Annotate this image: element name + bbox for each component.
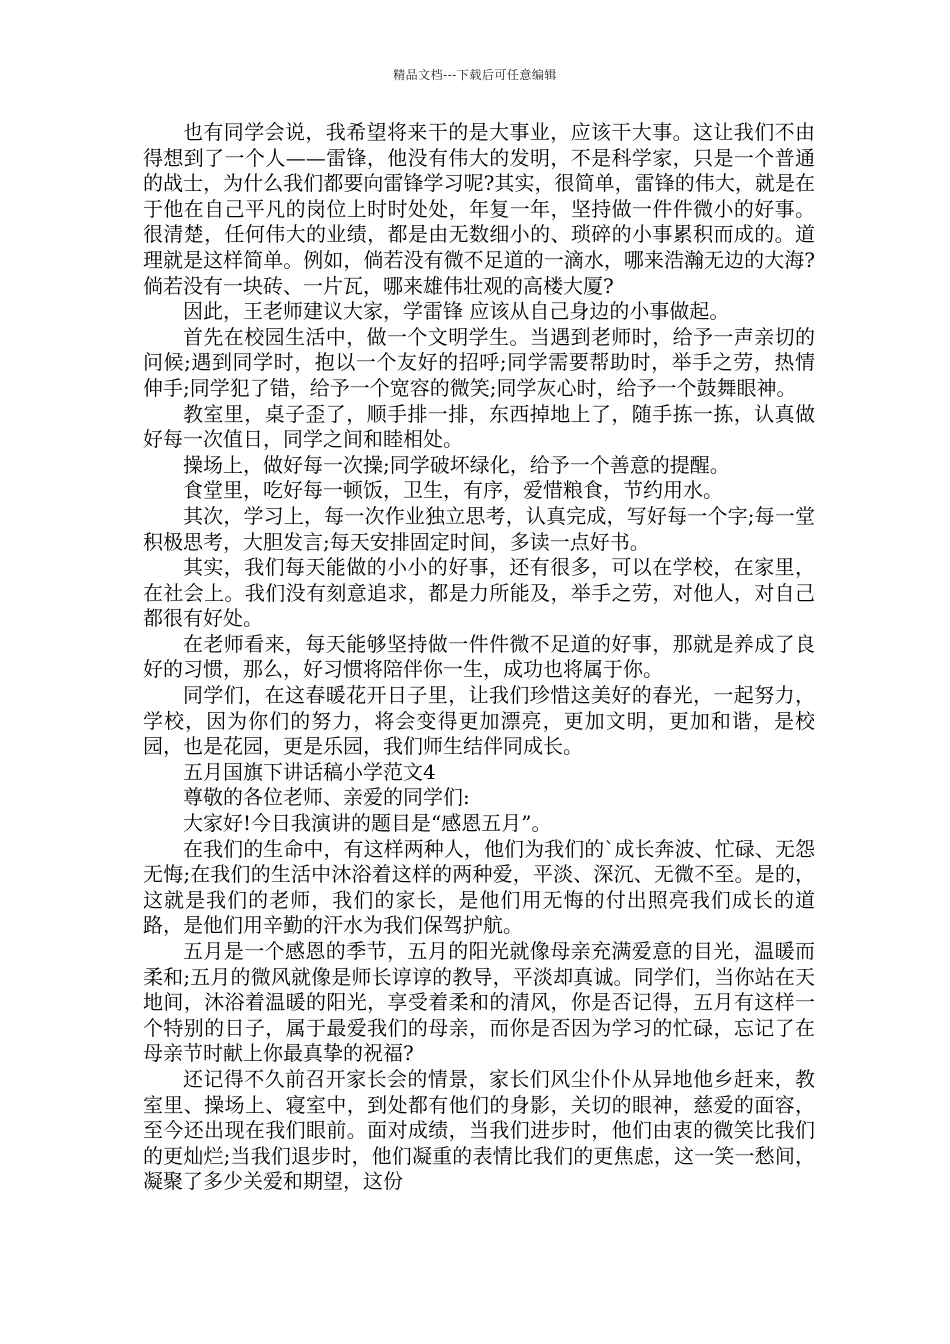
salutation: 尊敬的各位老师、亲爱的同学们: xyxy=(183,785,470,810)
document-body xyxy=(143,120,815,1195)
paragraph: 教室里，桌子歪了，顺手排一排，东西掉地上了，随手拣一拣，认真做好每一次值日，同学之间和睦相处。 xyxy=(143,401,815,452)
paragraph: 也有同学会说，我希望将来干的是大事业，应该干大事。这让我们不由得想到了一个人——雷锋，他没有伟大的发明，不是科学家，只是一个普通的战士，为什么我们都要向雷锋学习呢?其实，很简单，雷锋的伟大，就是在于他在自己平凡的岗位上时时处处，年复一年，坚持做一件件微小的好事。很清楚，任何伟大的业绩，都是由无数细小的、琐碎的小事累积而成的。道理就是这样简单。例如，倘若没有微不足道的一滴水，哪来浩瀚无边的大海?倘若没有一块砖、一片瓦，哪来雄伟壮观的高楼大厦? xyxy=(143,120,815,298)
paragraph: 食堂里，吃好每一顿饭，卫生，有序，爱惜粮食，节约用水。 xyxy=(183,478,723,503)
paragraph: 操场上，做好每一次操;同学破坏绿化，给予一个善意的提醒。 xyxy=(183,452,730,477)
paragraph: 大家好!今日我演讲的题目是“感恩五月”。 xyxy=(183,811,552,836)
paragraph: 其次，学习上，每一次作业独立思考，认真完成，写好每一个字;每一堂积极思考，大胆发言;每天安排固定时间，多读一点好书。 xyxy=(143,503,815,554)
paragraph: 还记得不久前召开家长会的情景，家长们风尘仆仆从异地他乡赶来，教室里、操场上、寝室中，到处都有他们的身影，关切的眼神，慈爱的面容，至今还出现在我们眼前。面对成绩，当我们进步时，他们由衷的微笑比我们的更灿烂;当我们退步时，他们凝重的表情比我们的更焦虑，这一笑一愁间，凝聚了多少关爱和期望，这份 xyxy=(143,1066,815,1194)
paragraph: 在老师看来，每天能够坚持做一件件微不足道的好事，那就是养成了良好的习惯，那么，好习惯将陪伴你一生，成功也将属于你。 xyxy=(143,631,815,682)
paragraph: 同学们，在这春暖花开日子里，让我们珍惜这美好的春光，一起努力，学校，因为你们的努力，将会变得更加漂亮，更加文明，更加和谐，是校园，也是花园，更是乐园，我们师生结伴同成长。 xyxy=(143,683,815,759)
paragraph: 五月是一个感恩的季节，五月的阳光就像母亲充满爱意的目光，温暖而柔和;五月的微风就像是师长谆谆的教导，平淡却真诚。同学们，当你站在天地间，沐浴着温暖的阳光，享受着柔和的清风，你是否记得，五月有这样一个特别的日子，属于最爱我们的母亲，而你是否因为学习的忙碌，忘记了在母亲节时献上你最真挚的祝福? xyxy=(143,939,815,1066)
paragraph: 其实，我们每天能做的小小的好事，还有很多，可以在学校，在家里，在社会上。我们没有刻意追求，都是力所能及，举手之劳，对他人，对自己都很有好处。 xyxy=(143,555,815,631)
paragraph: 首先在校园生活中，做一个文明学生。当遇到老师时，给予一声亲切的问候;遇到同学时，抱以一个友好的招呼;同学需要帮助时，举手之劳，热情伸手;同学犯了错，给予一个宽容的微笑;同学灰心时，给予一个鼓舞眼神。 xyxy=(143,324,815,400)
section-title: 五月国旗下讲话稿小学范文4 xyxy=(183,759,436,784)
page-header: 精品文档---下载后可任意编辑 xyxy=(393,68,557,82)
paragraph: 因此，王老师建议大家，学雷锋 应该从自己身边的小事做起。 xyxy=(183,299,730,324)
paragraph: 在我们的生命中，有这样两种人，他们为我们的`成长奔波、忙碌、无怨无悔;在我们的生活中沐浴着这样的两种爱，平淡、深沉、无微不至。是的，这就是我们的老师，我们的家长，是他们用无悔的付出照亮我们成长的道路，是他们用辛勤的汗水为我们保驾护航。 xyxy=(143,836,815,938)
